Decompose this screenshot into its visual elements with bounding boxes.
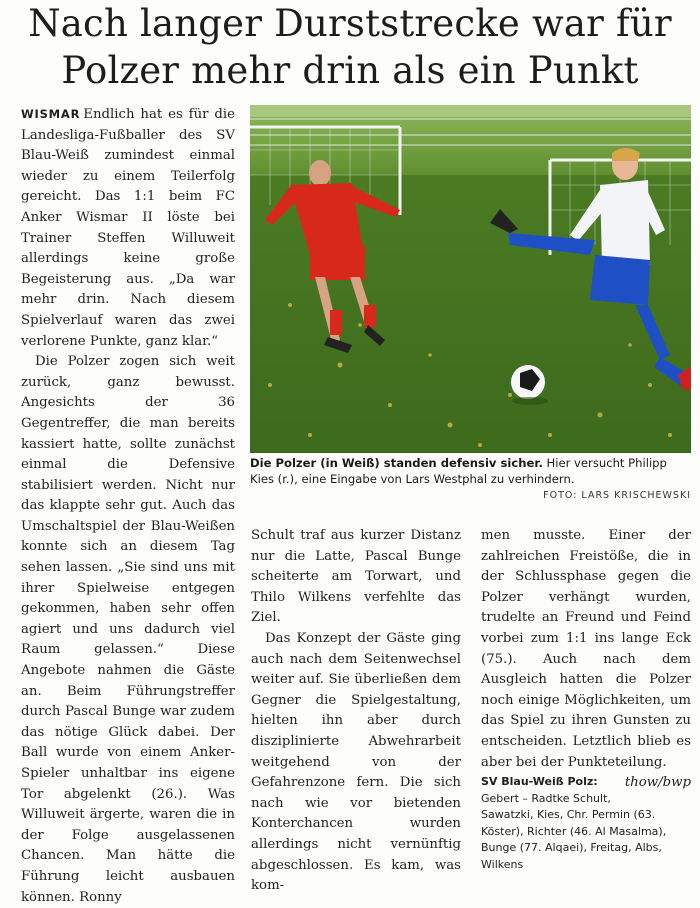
photo-caption bbox=[250, 455, 691, 487]
paragraph-1-text: Endlich hat es für die Landesliga-Fußballer des SV Blau-Weiß zumindest einmal wieder zu einem Teilerfolg gereicht. Das 1:1 beim FC Anker Wismar II löste bei Trainer Steffen Willuweit allerdings keine große Begeisterung aus. „Da war mehr drin. Nach diesem Spielverlauf waren das zwei verlorene Punkte, ganz klar.“ bbox=[21, 107, 235, 349]
article-column-2 bbox=[251, 526, 461, 897]
paragraph-2: Die Polzer zogen sich weit zurück, ganz bewusst. Angesichts der 36 Gegentreffer, die man bereits kassiert hatte, sollte zunächst einmal die Defensive stabilisiert werden. Nicht nur das klappte sehr gut. Auch das Umschaltspiel der Blau-Weißen konnte sich an diesem Tag sehen lassen. „Sie sind uns mit ihrer Spielweise entgegen gekommen, haben sehr offen agiert und uns dadurch viel Raum gelassen.“ Diese Angebote nahmen die Gäste an. Beim Führungstreffer durch Pascal Bunge war zudem das nötige Glück dabei. Der Ball wurde von einem Anker-Spieler unhaltbar ins eigene Tor abgelenkt (26.). Was Willuweit ärgerte, waren die in der Folge ausgelassenen Chancen. Man hätte die Führung leicht ausbauen können. Ronny bbox=[21, 354, 235, 905]
photo-credit: FOTO: LARS KRISCHEWSKI bbox=[543, 490, 691, 501]
lineup-team: SV Blau-Weiß Polz: bbox=[481, 775, 598, 789]
dateline: WISMAR bbox=[21, 107, 81, 121]
match-photo bbox=[250, 105, 691, 453]
caption-text: Hier versucht Philipp Kies (r.), eine Eingabe von Lars Westphal zu verhindern. bbox=[250, 456, 667, 486]
author-signature: thow/bwp bbox=[624, 775, 691, 791]
caption-bold: Die Polzer (in Weiß) standen defensiv sicher. bbox=[250, 456, 543, 470]
article-column-1 bbox=[21, 104, 235, 908]
article-column-3 bbox=[481, 526, 691, 873]
paragraph-3: Schult traf aus kurzer Distanz nur die Latte, Pascal Bunge scheiterte am Torwart, und Thilo Wilkens verfehlte das Ziel. bbox=[251, 528, 461, 626]
paragraph-5-text: men musste. Einer der zahlreichen Freistöße, die in der Schlussphase gegen die Polzer verhängt wurden, trudelte an Freund und Feind vorbei zum 1:1 ins lange Eck (75.). Auch nach dem Ausgleich hatten die Polzer noch einige Möglichkeiten, um das Spiel zu ihren Gunsten zu entscheiden. Letztlich blieb es aber bei der Punkteteilung. bbox=[481, 528, 691, 770]
paragraph-4: Das Konzept der Gäste ging auch nach dem Seitenwechsel weiter auf. Sie überließen dem Gegner die Spielgestaltung, hielten ihn aber durch disziplinierte Abwehrarbeit weitgehend von der Gefahrenzone fern. Die sich nach wie vor bietenden Konterchancen wurden allerdings nicht vernünftig abgeschlossen. Es kam, was kom- bbox=[251, 630, 461, 894]
lineup-players: Gebert – Radtke Schult, Sawatzki, Kies, Chr. Permin (63. Köster), Richter (46. Al Masalma), Bunge (77. Alqaei), Freitag, Albs, Wilkens bbox=[481, 791, 667, 871]
headline: Nach langer Durststrecke war für Polzer mehr drin als ein Punkt bbox=[28, 2, 672, 92]
paragraph-1 bbox=[21, 104, 235, 352]
